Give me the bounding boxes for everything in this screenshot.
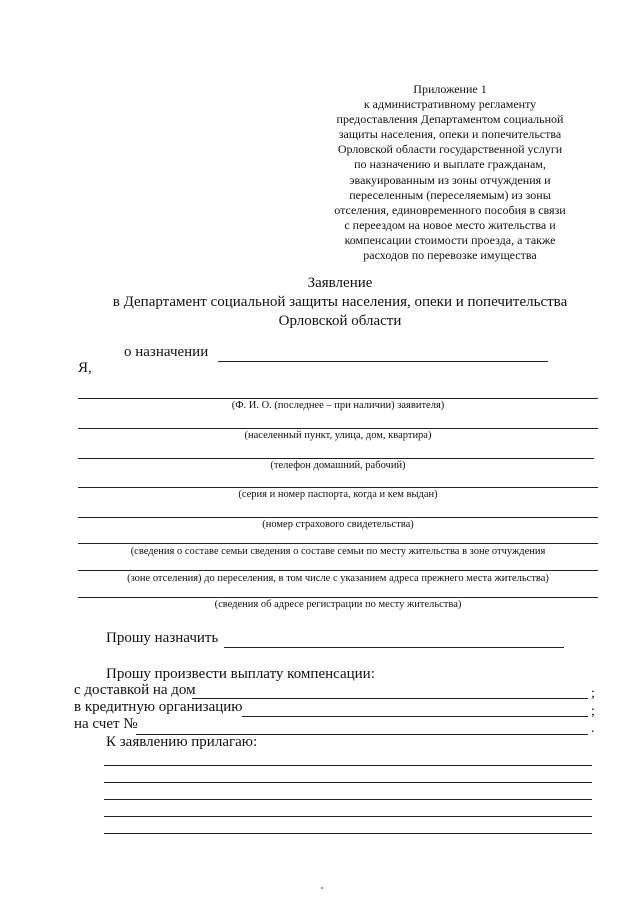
request-assign-field[interactable]	[224, 647, 564, 648]
phone-caption: (телефон домашний, рабочий)	[270, 460, 406, 471]
document-title: Заявление	[307, 275, 373, 291]
appendix-line: переселенным (переселяемым) из зоны	[349, 187, 551, 202]
family-field[interactable]	[78, 543, 598, 544]
registration-caption: (сведения об адресе регистрации по месту жительства)	[214, 599, 462, 610]
delivery-home-field[interactable]	[192, 698, 588, 699]
appendix-line: к административному регламенту	[363, 97, 537, 112]
insurance-caption: (номер страхового свидетельства)	[262, 519, 414, 530]
attachment-line-1[interactable]	[104, 765, 592, 766]
applicant-label: Я,	[78, 360, 92, 376]
appendix-line: Орловской области государственной услуги	[337, 142, 563, 157]
account-label: на счет №	[74, 716, 138, 732]
appendix-line: с переездом на новое место жительства и	[344, 217, 556, 232]
about-field[interactable]	[218, 361, 548, 362]
appendix-line: эвакуированным из зоны отчуждения и	[349, 172, 551, 187]
insurance-field[interactable]	[78, 517, 598, 518]
fio-caption: (Ф. И. О. (последнее – при наличии) заявителя)	[231, 400, 445, 411]
address-field[interactable]	[78, 428, 598, 429]
appendix-line: предоставления Департаментом социальной	[336, 112, 564, 127]
appendix-line: Приложение 1	[413, 82, 487, 96]
delivery-home-label: с доставкой на дом	[74, 682, 196, 698]
passport-caption: (серия и номер паспорта, когда и кем выдан)	[238, 489, 438, 500]
phone-field[interactable]	[78, 458, 594, 459]
passport-field[interactable]	[78, 487, 598, 488]
attachment-line-2[interactable]	[104, 782, 592, 783]
request-payment-label: Прошу произвести выплату компенсации:	[106, 666, 375, 682]
appendix-line: по назначению и выплате гражданам,	[354, 157, 546, 172]
credit-org-label: в кредитную организацию	[74, 699, 243, 715]
family-caption: (сведения о составе семьи сведения о составе семьи по месту жительства в зоне отчуждения	[130, 546, 546, 557]
registration-field[interactable]	[78, 597, 598, 598]
attach-label: К заявлению прилагаю:	[106, 734, 258, 750]
attachment-line-3[interactable]	[104, 799, 592, 800]
appendix-line: отселения, единовременного пособия в связи	[334, 202, 566, 217]
appendix-block	[300, 82, 600, 263]
address-caption: (населенный пункт, улица, дом, квартира)	[244, 430, 432, 441]
scan-speck	[321, 887, 323, 889]
family-field-2[interactable]	[78, 570, 598, 571]
about-label: о назначении	[124, 344, 209, 360]
family-caption-2: (зоне отселения) до переселения, в том числе с указанием адреса прежнего места жительства)	[127, 573, 549, 584]
title-region: Орловской области	[278, 313, 402, 329]
fio-field[interactable]	[78, 398, 598, 399]
account-period: .	[591, 721, 595, 736]
appendix-line: защиты населения, опеки и попечительства	[338, 127, 562, 142]
credit-org-semicolon: ;	[591, 704, 595, 719]
attachment-line-4[interactable]	[104, 816, 592, 817]
attachment-line-5[interactable]	[104, 833, 592, 834]
credit-org-field[interactable]	[242, 716, 588, 717]
delivery-semicolon: ;	[591, 686, 595, 701]
title-recipient: в Департамент социальной защиты населения, опеки и попечительства	[112, 294, 568, 310]
appendix-line: компенсации стоимости проезда, а также	[344, 232, 556, 247]
appendix-line: расходов по перевозке имущества	[363, 248, 537, 263]
request-assign-label: Прошу назначить	[106, 630, 219, 646]
